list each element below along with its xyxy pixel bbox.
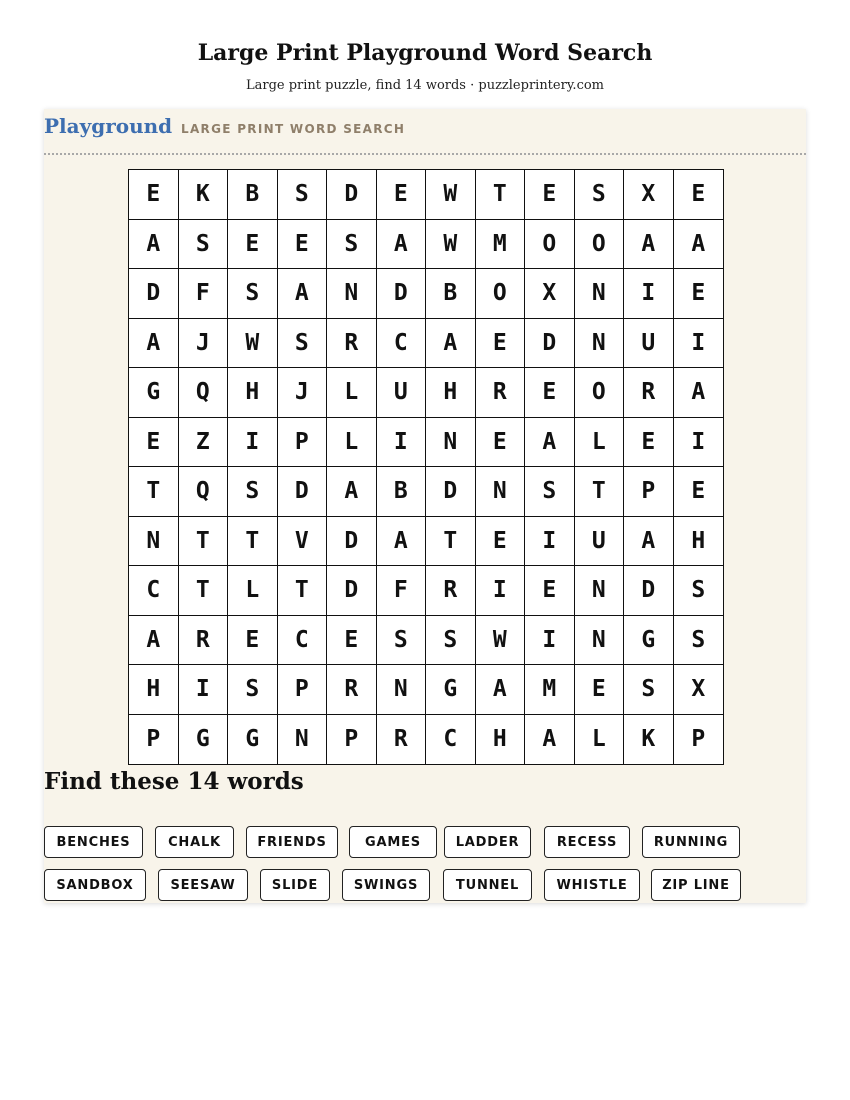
grid-cell[interactable]: E: [129, 418, 179, 468]
grid-cell[interactable]: C: [129, 566, 179, 616]
grid-cell[interactable]: I: [228, 418, 278, 468]
grid-cell[interactable]: R: [377, 715, 427, 765]
grid-cell[interactable]: B: [228, 170, 278, 220]
grid-cell[interactable]: N: [575, 319, 625, 369]
grid-cell[interactable]: R: [179, 616, 229, 666]
grid-cell[interactable]: D: [426, 467, 476, 517]
grid-cell[interactable]: S: [575, 170, 625, 220]
grid-cell[interactable]: T: [426, 517, 476, 567]
grid-cell[interactable]: D: [327, 517, 377, 567]
grid-cell[interactable]: D: [525, 319, 575, 369]
word-chip[interactable]: WHISTLE: [544, 869, 640, 901]
grid-cell[interactable]: E: [476, 517, 526, 567]
grid-cell[interactable]: W: [426, 220, 476, 270]
grid-cell[interactable]: E: [525, 170, 575, 220]
grid-cell[interactable]: R: [426, 566, 476, 616]
grid-cell[interactable]: A: [426, 319, 476, 369]
grid-cell[interactable]: S: [278, 170, 328, 220]
puzzle-type-label: LARGE PRINT WORD SEARCH: [181, 122, 406, 136]
grid-cell[interactable]: O: [476, 269, 526, 319]
grid-cell[interactable]: A: [624, 517, 674, 567]
grid-cell[interactable]: I: [377, 418, 427, 468]
grid-cell[interactable]: R: [327, 319, 377, 369]
grid-cell[interactable]: J: [179, 319, 229, 369]
grid-cell[interactable]: E: [674, 269, 724, 319]
grid-cell[interactable]: P: [129, 715, 179, 765]
grid-cell[interactable]: G: [624, 616, 674, 666]
grid-cell[interactable]: E: [129, 170, 179, 220]
grid-cell[interactable]: X: [674, 665, 724, 715]
grid-cell[interactable]: G: [179, 715, 229, 765]
grid-cell[interactable]: W: [476, 616, 526, 666]
grid-cell[interactable]: D: [129, 269, 179, 319]
grid-cell[interactable]: B: [426, 269, 476, 319]
grid-cell[interactable]: N: [327, 269, 377, 319]
grid-cell[interactable]: E: [575, 665, 625, 715]
grid-cell[interactable]: L: [327, 418, 377, 468]
grid-cell[interactable]: U: [377, 368, 427, 418]
grid-cell[interactable]: S: [327, 220, 377, 270]
grid-cell[interactable]: E: [525, 566, 575, 616]
grid-cell[interactable]: C: [426, 715, 476, 765]
grid-cell[interactable]: S: [228, 467, 278, 517]
grid-cell[interactable]: G: [228, 715, 278, 765]
grid-cell[interactable]: P: [278, 418, 328, 468]
grid-cell[interactable]: T: [179, 566, 229, 616]
grid-cell[interactable]: C: [377, 319, 427, 369]
grid-cell[interactable]: I: [624, 269, 674, 319]
grid-cell[interactable]: A: [624, 220, 674, 270]
grid-cell[interactable]: I: [674, 319, 724, 369]
grid-cell[interactable]: S: [377, 616, 427, 666]
grid-cell[interactable]: X: [624, 170, 674, 220]
grid-cell[interactable]: Z: [179, 418, 229, 468]
grid-cell[interactable]: H: [129, 665, 179, 715]
grid-cell[interactable]: D: [624, 566, 674, 616]
word-chip[interactable]: SWINGS: [342, 869, 430, 901]
grid-cell[interactable]: S: [179, 220, 229, 270]
grid-cell[interactable]: S: [228, 269, 278, 319]
grid-cell[interactable]: Q: [179, 368, 229, 418]
grid-cell[interactable]: E: [278, 220, 328, 270]
page-title: Large Print Playground Word Search: [197, 40, 653, 66]
word-chip[interactable]: SEESAW: [158, 869, 248, 901]
grid-cell[interactable]: B: [377, 467, 427, 517]
grid-cell[interactable]: W: [228, 319, 278, 369]
grid-cell[interactable]: I: [476, 566, 526, 616]
grid-cell[interactable]: T: [228, 517, 278, 567]
grid-cell[interactable]: E: [228, 220, 278, 270]
grid-cell[interactable]: L: [327, 368, 377, 418]
theme-title: Playground: [44, 114, 173, 138]
grid-cell[interactable]: O: [575, 220, 625, 270]
puzzle-card: [44, 109, 806, 903]
grid-cell[interactable]: L: [228, 566, 278, 616]
grid-cell[interactable]: U: [624, 319, 674, 369]
grid-cell[interactable]: T: [278, 566, 328, 616]
grid-cell[interactable]: D: [278, 467, 328, 517]
grid-cell[interactable]: R: [624, 368, 674, 418]
word-chip[interactable]: GAMES: [349, 826, 437, 858]
page-subtitle: Large print puzzle, find 14 words · puzzleprintery.com: [245, 78, 605, 93]
grid-cell[interactable]: H: [674, 517, 724, 567]
grid-cell[interactable]: C: [278, 616, 328, 666]
grid-cell[interactable]: S: [228, 665, 278, 715]
grid-cell[interactable]: T: [129, 467, 179, 517]
grid-cell[interactable]: W: [426, 170, 476, 220]
grid-cell[interactable]: K: [624, 715, 674, 765]
grid-cell[interactable]: J: [278, 368, 328, 418]
grid-cell[interactable]: M: [525, 665, 575, 715]
grid-cell[interactable]: A: [377, 517, 427, 567]
grid-cell[interactable]: O: [575, 368, 625, 418]
grid-cell[interactable]: S: [426, 616, 476, 666]
grid-cell[interactable]: N: [575, 616, 625, 666]
grid-cell[interactable]: R: [327, 665, 377, 715]
grid-cell[interactable]: D: [327, 170, 377, 220]
grid-cell[interactable]: V: [278, 517, 328, 567]
grid-cell[interactable]: L: [575, 418, 625, 468]
grid-cell[interactable]: A: [278, 269, 328, 319]
word-chip[interactable]: ZIP LINE: [651, 869, 741, 901]
letter-grid: [128, 169, 724, 765]
grid-cell[interactable]: N: [129, 517, 179, 567]
grid-cell[interactable]: P: [674, 715, 724, 765]
grid-cell[interactable]: P: [327, 715, 377, 765]
grid-cell[interactable]: E: [327, 616, 377, 666]
word-chip[interactable]: LADDER: [444, 826, 531, 858]
grid-cell[interactable]: N: [426, 418, 476, 468]
grid-cell[interactable]: S: [278, 319, 328, 369]
grid-cell[interactable]: T: [476, 170, 526, 220]
grid-cell[interactable]: I: [525, 616, 575, 666]
grid-cell[interactable]: E: [525, 368, 575, 418]
grid-cell[interactable]: E: [476, 319, 526, 369]
word-chip[interactable]: SLIDE: [260, 869, 330, 901]
grid-cell[interactable]: S: [674, 616, 724, 666]
grid-cell[interactable]: O: [525, 220, 575, 270]
grid-cell[interactable]: H: [228, 368, 278, 418]
grid-cell[interactable]: D: [377, 269, 427, 319]
grid-cell[interactable]: P: [624, 467, 674, 517]
grid-cell[interactable]: F: [179, 269, 229, 319]
grid-cell[interactable]: A: [327, 467, 377, 517]
grid-cell[interactable]: E: [624, 418, 674, 468]
grid-cell[interactable]: S: [674, 566, 724, 616]
grid-cell[interactable]: R: [476, 368, 526, 418]
grid-cell[interactable]: A: [525, 715, 575, 765]
grid-cell[interactable]: Q: [179, 467, 229, 517]
word-list-heading: Find these 14 words: [44, 768, 304, 795]
grid-cell[interactable]: E: [228, 616, 278, 666]
grid-cell[interactable]: S: [624, 665, 674, 715]
grid-cell[interactable]: M: [476, 220, 526, 270]
grid-cell[interactable]: D: [327, 566, 377, 616]
word-chip[interactable]: SANDBOX: [44, 869, 146, 901]
grid-cell[interactable]: I: [525, 517, 575, 567]
grid-cell[interactable]: A: [674, 220, 724, 270]
grid-cell[interactable]: U: [575, 517, 625, 567]
word-chip[interactable]: RUNNING: [642, 826, 740, 858]
grid-cell[interactable]: H: [476, 715, 526, 765]
grid-cell[interactable]: T: [575, 467, 625, 517]
card-header: [44, 109, 806, 155]
grid-cell[interactable]: H: [426, 368, 476, 418]
word-chip[interactable]: BENCHES: [44, 826, 143, 858]
grid-cell[interactable]: I: [674, 418, 724, 468]
grid-cell[interactable]: A: [129, 220, 179, 270]
grid-cell[interactable]: A: [674, 368, 724, 418]
grid-cell[interactable]: N: [575, 269, 625, 319]
grid-cell[interactable]: E: [377, 170, 427, 220]
grid-cell[interactable]: K: [179, 170, 229, 220]
grid-cell[interactable]: A: [476, 665, 526, 715]
grid-cell[interactable]: E: [476, 418, 526, 468]
grid-cell[interactable]: G: [129, 368, 179, 418]
grid-cell[interactable]: X: [525, 269, 575, 319]
word-chip[interactable]: RECESS: [544, 826, 630, 858]
grid-cell[interactable]: P: [278, 665, 328, 715]
word-chip[interactable]: FRIENDS: [246, 826, 338, 858]
grid-cell[interactable]: N: [575, 566, 625, 616]
grid-cell[interactable]: F: [377, 566, 427, 616]
grid-cell[interactable]: L: [575, 715, 625, 765]
grid-cell[interactable]: S: [525, 467, 575, 517]
grid-cell[interactable]: A: [377, 220, 427, 270]
grid-cell[interactable]: I: [179, 665, 229, 715]
grid-cell[interactable]: G: [426, 665, 476, 715]
grid-cell[interactable]: A: [525, 418, 575, 468]
grid-cell[interactable]: A: [129, 319, 179, 369]
word-chip[interactable]: TUNNEL: [443, 869, 532, 901]
grid-cell[interactable]: N: [476, 467, 526, 517]
grid-cell[interactable]: A: [129, 616, 179, 666]
grid-cell[interactable]: E: [674, 170, 724, 220]
grid-cell[interactable]: E: [674, 467, 724, 517]
word-chip[interactable]: CHALK: [155, 826, 234, 858]
grid-cell[interactable]: N: [377, 665, 427, 715]
grid-cell[interactable]: N: [278, 715, 328, 765]
grid-cell[interactable]: T: [179, 517, 229, 567]
